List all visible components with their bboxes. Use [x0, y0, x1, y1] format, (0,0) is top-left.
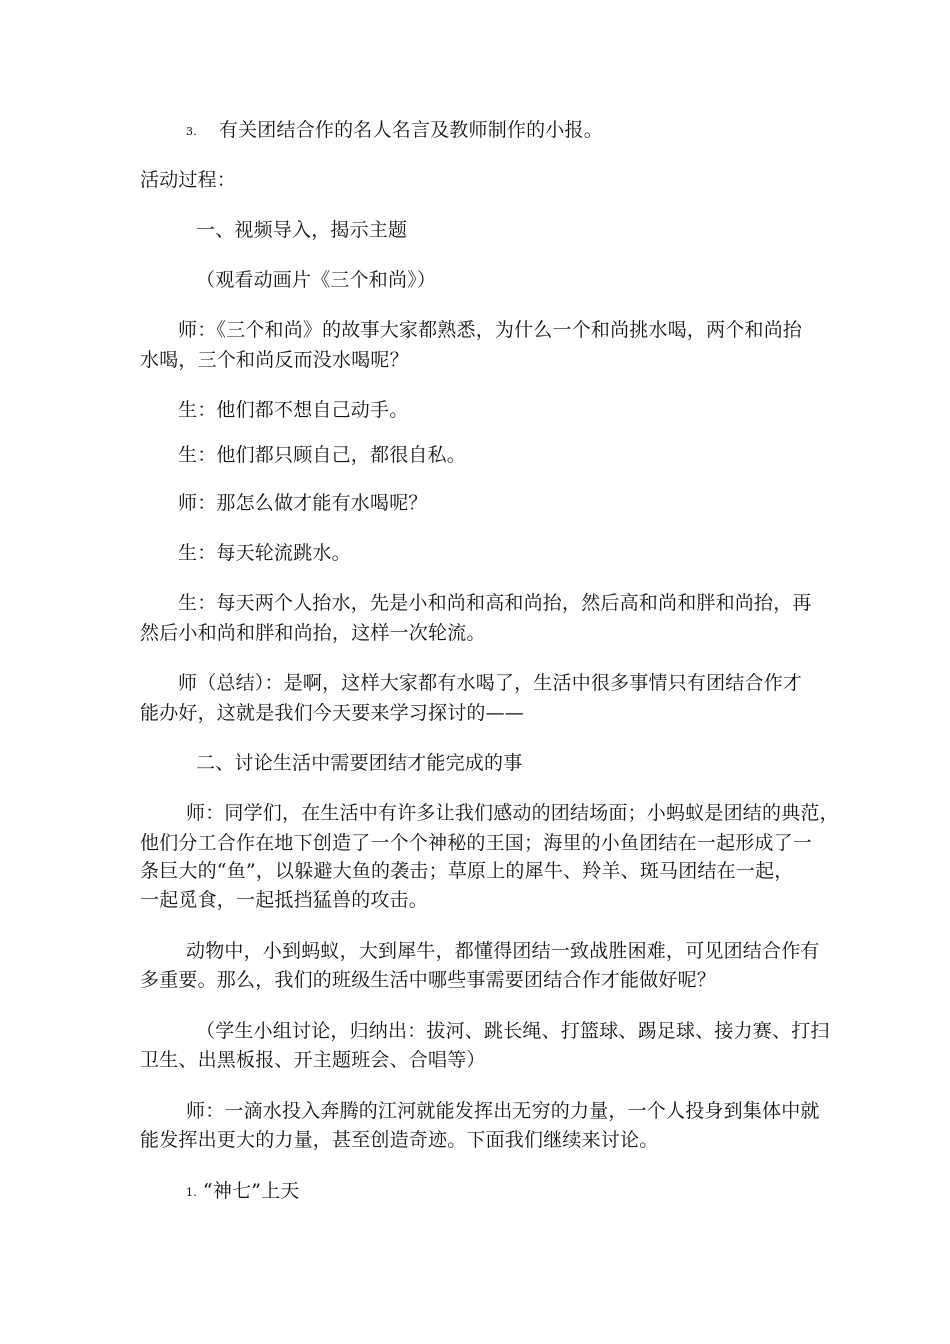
group-discussion-line1: （学生小组讨论，归纳出：拔河、跳长绳、打篮球、踢足球、接力赛、打扫: [196, 1020, 830, 1042]
activity-process-heading: 活动过程：: [140, 169, 237, 191]
list-number: 3.: [186, 125, 197, 138]
list-item-text: 有关团结合作的名人名言及教师制作的小报。: [218, 119, 603, 141]
teacher-paragraph-line3: 条巨大的“鱼”，以躲避大鱼的袭击；草原上的犀牛、羚羊、斑马团结在一起，: [140, 860, 794, 882]
teacher-summary-line1: 师（总结）：是啊，这样大家都有水喝了，生活中很多事情只有团结合作才: [178, 672, 803, 694]
teacher-paragraph-line1: 师：同学们，在生活中有许多让我们感动的团结场面；小蚂蚁是团结的典范，: [186, 802, 839, 824]
list-item-text: “神七”上天: [202, 1180, 300, 1202]
list-item-1: [186, 1177, 300, 1207]
teacher-paragraph-line2: 他们分工合作在地下创造了一个个神秘的王国；海里的小鱼团结在一起形成了一: [140, 832, 813, 854]
animals-paragraph-line2: 多重要。那么，我们的班级生活中哪些事需要团结合作才能做好呢？: [140, 969, 717, 991]
student-answer-1: 生：他们都不想自己动手。: [178, 399, 409, 421]
section1-note: （观看动画片《三个和尚》）: [196, 269, 437, 291]
animals-paragraph-line1: 动物中，小到蚂蚁，大到犀牛，都懂得团结一致战胜困难，可见团结合作有: [186, 940, 820, 962]
student-answer-4-line2: 然后小和尚和胖和尚抬，这样一次轮流。: [140, 622, 486, 644]
list-item-3: [186, 116, 603, 146]
section1-title: 一、视频导入，揭示主题: [196, 219, 408, 241]
student-answer-2: 生：他们都只顾自己，都很自私。: [178, 444, 467, 466]
teacher-paragraph-line4: 一起觅食，一起抵挡猛兽的攻击。: [140, 889, 429, 911]
teacher-summary-line2: 能办好，这就是我们今天要来学习探讨的——: [140, 702, 525, 724]
teacher-question-line2: 水喝，三个和尚反而没水喝呢？: [140, 349, 409, 371]
teacher-paragraph-2-line1: 师：一滴水投入奔腾的江河就能发挥出无穷的力量，一个人投身到集体中就: [186, 1100, 820, 1122]
list-number: 1.: [186, 1186, 197, 1199]
group-discussion-line2: 卫生、出黑板报、开主题班会、合唱等）: [140, 1049, 486, 1071]
teacher-paragraph-2-line2: 能发挥出更大的力量，甚至创造奇迹。下面我们继续来讨论。: [140, 1129, 659, 1151]
teacher-question-2: 师：那怎么做才能有水喝呢？: [178, 492, 428, 514]
section2-title: 二、讨论生活中需要团结才能完成的事: [196, 752, 523, 774]
student-answer-4-line1: 生：每天两个人抬水，先是小和尚和高和尚抬，然后高和尚和胖和尚抬，再: [178, 592, 812, 614]
student-answer-3: 生：每天轮流跳水。: [178, 542, 351, 564]
teacher-question-line1: 师：《三个和尚》的故事大家都熟悉，为什么一个和尚挑水喝，两个和尚抬: [178, 319, 803, 341]
